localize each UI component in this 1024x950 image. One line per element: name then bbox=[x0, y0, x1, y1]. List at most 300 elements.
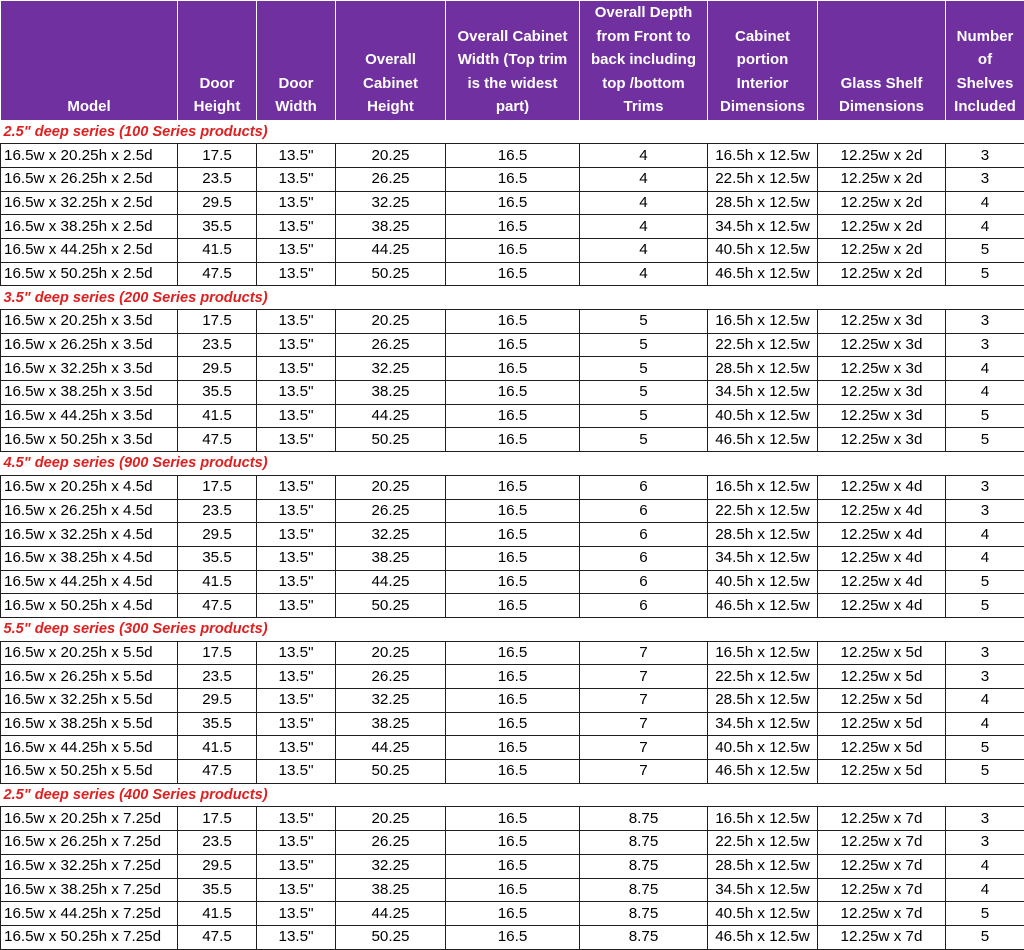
cell-overall-depth: 4 bbox=[580, 262, 708, 286]
cell-interior-dimensions: 28.5h x 12.5w bbox=[708, 357, 818, 381]
cell-interior-dimensions: 22.5h x 12.5w bbox=[708, 167, 818, 191]
cell-door-height: 17.5 bbox=[178, 310, 257, 334]
cell-overall-cabinet-width: 16.5 bbox=[446, 760, 580, 784]
cell-overall-cabinet-height: 44.25 bbox=[336, 736, 446, 760]
cell-door-height: 35.5 bbox=[178, 381, 257, 405]
cell-number-of-shelves: 4 bbox=[946, 381, 1024, 405]
cell-model: 16.5w x 50.25h x 3.5d bbox=[1, 428, 178, 452]
cell-overall-cabinet-width: 16.5 bbox=[446, 215, 580, 239]
header-row bbox=[1, 1, 1024, 121]
cell-overall-depth: 5 bbox=[580, 357, 708, 381]
cell-interior-dimensions: 46.5h x 12.5w bbox=[708, 262, 818, 286]
cell-model: 16.5w x 38.25h x 4.5d bbox=[1, 546, 178, 570]
cell-glass-shelf-dimensions: 12.25w x 4d bbox=[818, 475, 946, 499]
cell-door-height: 23.5 bbox=[178, 665, 257, 689]
cell-overall-cabinet-width: 16.5 bbox=[446, 144, 580, 168]
cell-door-height: 29.5 bbox=[178, 357, 257, 381]
cell-overall-cabinet-width: 16.5 bbox=[446, 689, 580, 713]
column-header-line: Shelves bbox=[956, 74, 1014, 92]
cell-glass-shelf-dimensions: 12.25w x 5d bbox=[818, 712, 946, 736]
table-row bbox=[1, 404, 1024, 428]
cell-number-of-shelves: 5 bbox=[946, 902, 1024, 926]
cell-number-of-shelves: 5 bbox=[946, 238, 1024, 262]
cell-overall-depth: 8.75 bbox=[580, 807, 708, 831]
cell-number-of-shelves: 5 bbox=[946, 925, 1024, 949]
cell-door-width: 13.5" bbox=[257, 167, 336, 191]
cell-model: 16.5w x 20.25h x 3.5d bbox=[1, 310, 178, 334]
cell-overall-cabinet-width: 16.5 bbox=[446, 925, 580, 949]
cell-number-of-shelves: 5 bbox=[946, 760, 1024, 784]
cell-glass-shelf-dimensions: 12.25w x 2d bbox=[818, 167, 946, 191]
table-row bbox=[1, 262, 1024, 286]
cell-number-of-shelves: 3 bbox=[946, 807, 1024, 831]
cell-door-height: 17.5 bbox=[178, 475, 257, 499]
cell-overall-depth: 4 bbox=[580, 191, 708, 215]
column-header-line: is the widest bbox=[467, 74, 558, 92]
table-row bbox=[1, 925, 1024, 949]
column-header-model bbox=[1, 1, 178, 121]
section-row bbox=[1, 120, 1024, 144]
column-header-line: portion bbox=[736, 51, 789, 68]
cell-overall-cabinet-width: 16.5 bbox=[446, 310, 580, 334]
cell-door-width: 13.5" bbox=[257, 925, 336, 949]
cell-model: 16.5w x 38.25h x 5.5d bbox=[1, 712, 178, 736]
section-row bbox=[1, 286, 1024, 310]
section-title: 5.5" deep series (300 Series products) bbox=[1, 617, 1024, 641]
cell-model: 16.5w x 32.25h x 3.5d bbox=[1, 357, 178, 381]
cell-door-height: 23.5 bbox=[178, 167, 257, 191]
cell-model: 16.5w x 32.25h x 7.25d bbox=[1, 854, 178, 878]
column-header-line: Width bbox=[275, 98, 317, 115]
cell-door-width: 13.5" bbox=[257, 760, 336, 784]
cell-number-of-shelves: 4 bbox=[946, 712, 1024, 736]
cell-glass-shelf-dimensions: 12.25w x 3d bbox=[818, 357, 946, 381]
cell-door-width: 13.5" bbox=[257, 854, 336, 878]
column-header-line: Dimensions bbox=[838, 98, 925, 115]
cell-model: 16.5w x 50.25h x 4.5d bbox=[1, 594, 178, 618]
cell-model: 16.5w x 32.25h x 4.5d bbox=[1, 523, 178, 547]
cell-overall-cabinet-height: 20.25 bbox=[336, 310, 446, 334]
cell-overall-cabinet-width: 16.5 bbox=[446, 594, 580, 618]
cell-model: 16.5w x 26.25h x 4.5d bbox=[1, 499, 178, 523]
column-header-line: Cabinet bbox=[734, 27, 790, 45]
cell-overall-cabinet-height: 50.25 bbox=[336, 760, 446, 784]
cell-model: 16.5w x 50.25h x 7.25d bbox=[1, 925, 178, 949]
table-row bbox=[1, 381, 1024, 405]
cell-door-height: 35.5 bbox=[178, 712, 257, 736]
cell-overall-depth: 4 bbox=[580, 144, 708, 168]
table-row bbox=[1, 475, 1024, 499]
table-row bbox=[1, 333, 1024, 357]
cell-overall-depth: 6 bbox=[580, 523, 708, 547]
column-header-line: part) bbox=[495, 98, 530, 115]
cell-overall-cabinet-height: 20.25 bbox=[336, 641, 446, 665]
cell-door-width: 13.5" bbox=[257, 902, 336, 926]
cell-overall-cabinet-height: 32.25 bbox=[336, 191, 446, 215]
cell-overall-depth: 7 bbox=[580, 641, 708, 665]
cell-overall-cabinet-height: 44.25 bbox=[336, 570, 446, 594]
cell-door-width: 13.5" bbox=[257, 831, 336, 855]
cell-overall-cabinet-height: 32.25 bbox=[336, 854, 446, 878]
table-row bbox=[1, 144, 1024, 168]
cell-model: 16.5w x 44.25h x 7.25d bbox=[1, 902, 178, 926]
cell-door-height: 47.5 bbox=[178, 428, 257, 452]
cell-model: 16.5w x 50.25h x 5.5d bbox=[1, 760, 178, 784]
cell-model: 16.5w x 44.25h x 2.5d bbox=[1, 238, 178, 262]
cell-number-of-shelves: 4 bbox=[946, 215, 1024, 239]
cell-glass-shelf-dimensions: 12.25w x 4d bbox=[818, 594, 946, 618]
cell-number-of-shelves: 3 bbox=[946, 665, 1024, 689]
cell-model: 16.5w x 32.25h x 5.5d bbox=[1, 689, 178, 713]
cell-glass-shelf-dimensions: 12.25w x 7d bbox=[818, 831, 946, 855]
section-title: 2.5" deep series (100 Series products) bbox=[1, 120, 1024, 144]
cell-glass-shelf-dimensions: 12.25w x 7d bbox=[818, 925, 946, 949]
cell-door-height: 23.5 bbox=[178, 831, 257, 855]
table-row bbox=[1, 807, 1024, 831]
cell-glass-shelf-dimensions: 12.25w x 2d bbox=[818, 215, 946, 239]
cell-glass-shelf-dimensions: 12.25w x 4d bbox=[818, 499, 946, 523]
cell-overall-depth: 8.75 bbox=[580, 925, 708, 949]
column-header-overall-cabinet-width bbox=[446, 1, 580, 121]
cell-door-width: 13.5" bbox=[257, 594, 336, 618]
cell-overall-cabinet-height: 32.25 bbox=[336, 357, 446, 381]
cell-glass-shelf-dimensions: 12.25w x 7d bbox=[818, 854, 946, 878]
table-row bbox=[1, 523, 1024, 547]
cell-overall-cabinet-height: 32.25 bbox=[336, 523, 446, 547]
column-header-door-width bbox=[257, 1, 336, 121]
table-row bbox=[1, 831, 1024, 855]
cell-door-width: 13.5" bbox=[257, 807, 336, 831]
cell-number-of-shelves: 3 bbox=[946, 831, 1024, 855]
cell-interior-dimensions: 28.5h x 12.5w bbox=[708, 191, 818, 215]
cell-glass-shelf-dimensions: 12.25w x 5d bbox=[818, 641, 946, 665]
section-title: 4.5" deep series (900 Series products) bbox=[1, 452, 1024, 476]
cell-glass-shelf-dimensions: 12.25w x 3d bbox=[818, 428, 946, 452]
column-header-line: Model bbox=[67, 98, 111, 115]
cell-glass-shelf-dimensions: 12.25w x 7d bbox=[818, 878, 946, 902]
column-header-line: Trims bbox=[623, 98, 664, 115]
cell-interior-dimensions: 34.5h x 12.5w bbox=[708, 381, 818, 405]
table-row bbox=[1, 428, 1024, 452]
cell-door-height: 35.5 bbox=[178, 215, 257, 239]
column-header-line: of bbox=[977, 51, 993, 68]
cell-number-of-shelves: 5 bbox=[946, 736, 1024, 760]
cell-overall-cabinet-width: 16.5 bbox=[446, 665, 580, 689]
cell-overall-cabinet-height: 26.25 bbox=[336, 499, 446, 523]
cell-number-of-shelves: 4 bbox=[946, 357, 1024, 381]
column-header-line: Height bbox=[193, 98, 241, 115]
cell-door-width: 13.5" bbox=[257, 546, 336, 570]
cell-overall-depth: 7 bbox=[580, 665, 708, 689]
cell-overall-cabinet-height: 38.25 bbox=[336, 381, 446, 405]
table-row bbox=[1, 689, 1024, 713]
cell-glass-shelf-dimensions: 12.25w x 4d bbox=[818, 523, 946, 547]
cell-overall-cabinet-width: 16.5 bbox=[446, 428, 580, 452]
cell-overall-depth: 6 bbox=[580, 594, 708, 618]
cell-interior-dimensions: 46.5h x 12.5w bbox=[708, 428, 818, 452]
cell-glass-shelf-dimensions: 12.25w x 5d bbox=[818, 760, 946, 784]
table-row bbox=[1, 570, 1024, 594]
cell-model: 16.5w x 26.25h x 3.5d bbox=[1, 333, 178, 357]
cell-door-width: 13.5" bbox=[257, 215, 336, 239]
cell-overall-cabinet-width: 16.5 bbox=[446, 404, 580, 428]
cell-door-width: 13.5" bbox=[257, 310, 336, 334]
cell-door-width: 13.5" bbox=[257, 878, 336, 902]
cell-door-width: 13.5" bbox=[257, 641, 336, 665]
cell-overall-depth: 6 bbox=[580, 570, 708, 594]
column-header-line: Overall Cabinet bbox=[457, 27, 568, 45]
section-row bbox=[1, 452, 1024, 476]
cell-overall-depth: 4 bbox=[580, 238, 708, 262]
cell-overall-depth: 5 bbox=[580, 333, 708, 357]
cell-overall-depth: 5 bbox=[580, 404, 708, 428]
cell-door-width: 13.5" bbox=[257, 144, 336, 168]
cell-overall-cabinet-width: 16.5 bbox=[446, 854, 580, 878]
cell-door-height: 47.5 bbox=[178, 925, 257, 949]
column-header-line: back including bbox=[590, 51, 696, 68]
cell-number-of-shelves: 3 bbox=[946, 167, 1024, 191]
cell-interior-dimensions: 22.5h x 12.5w bbox=[708, 831, 818, 855]
cell-door-height: 41.5 bbox=[178, 404, 257, 428]
table-row bbox=[1, 641, 1024, 665]
cell-door-height: 17.5 bbox=[178, 807, 257, 831]
cell-model: 16.5w x 44.25h x 4.5d bbox=[1, 570, 178, 594]
cell-overall-cabinet-height: 38.25 bbox=[336, 546, 446, 570]
cell-overall-depth: 8.75 bbox=[580, 831, 708, 855]
cell-interior-dimensions: 16.5h x 12.5w bbox=[708, 310, 818, 334]
cell-door-width: 13.5" bbox=[257, 381, 336, 405]
column-header-line: Height bbox=[367, 98, 414, 115]
cell-glass-shelf-dimensions: 12.25w x 5d bbox=[818, 665, 946, 689]
cell-interior-dimensions: 22.5h x 12.5w bbox=[708, 333, 818, 357]
table-row bbox=[1, 191, 1024, 215]
cell-door-height: 47.5 bbox=[178, 760, 257, 784]
cell-glass-shelf-dimensions: 12.25w x 3d bbox=[818, 333, 946, 357]
cell-glass-shelf-dimensions: 12.25w x 3d bbox=[818, 404, 946, 428]
table-row bbox=[1, 310, 1024, 334]
cell-overall-depth: 5 bbox=[580, 381, 708, 405]
cell-overall-depth: 7 bbox=[580, 760, 708, 784]
cell-door-height: 29.5 bbox=[178, 191, 257, 215]
cell-glass-shelf-dimensions: 12.25w x 7d bbox=[818, 807, 946, 831]
cell-door-height: 47.5 bbox=[178, 594, 257, 618]
cell-overall-cabinet-height: 26.25 bbox=[336, 665, 446, 689]
cell-overall-cabinet-width: 16.5 bbox=[446, 570, 580, 594]
cell-overall-cabinet-width: 16.5 bbox=[446, 736, 580, 760]
table-row bbox=[1, 712, 1024, 736]
cell-overall-cabinet-height: 50.25 bbox=[336, 428, 446, 452]
cell-overall-cabinet-width: 16.5 bbox=[446, 357, 580, 381]
cell-interior-dimensions: 34.5h x 12.5w bbox=[708, 546, 818, 570]
cell-overall-cabinet-height: 50.25 bbox=[336, 262, 446, 286]
cell-number-of-shelves: 5 bbox=[946, 570, 1024, 594]
cell-glass-shelf-dimensions: 12.25w x 2d bbox=[818, 144, 946, 168]
cell-overall-cabinet-width: 16.5 bbox=[446, 333, 580, 357]
cell-door-width: 13.5" bbox=[257, 689, 336, 713]
table-row bbox=[1, 238, 1024, 262]
cell-interior-dimensions: 34.5h x 12.5w bbox=[708, 878, 818, 902]
cell-overall-cabinet-width: 16.5 bbox=[446, 475, 580, 499]
cell-overall-cabinet-width: 16.5 bbox=[446, 238, 580, 262]
cell-overall-cabinet-height: 20.25 bbox=[336, 475, 446, 499]
cell-overall-depth: 6 bbox=[580, 475, 708, 499]
cell-number-of-shelves: 5 bbox=[946, 428, 1024, 452]
column-header-door-height bbox=[178, 1, 257, 121]
cell-glass-shelf-dimensions: 12.25w x 5d bbox=[818, 689, 946, 713]
cell-door-height: 41.5 bbox=[178, 736, 257, 760]
cell-model: 16.5w x 20.25h x 4.5d bbox=[1, 475, 178, 499]
column-header-line: Cabinet bbox=[362, 74, 418, 92]
cell-door-height: 41.5 bbox=[178, 238, 257, 262]
table-row bbox=[1, 760, 1024, 784]
cell-overall-cabinet-height: 32.25 bbox=[336, 689, 446, 713]
cell-model: 16.5w x 20.25h x 2.5d bbox=[1, 144, 178, 168]
column-header-line: Overall Depth bbox=[594, 4, 693, 21]
column-header-line: Interior bbox=[736, 74, 789, 92]
cell-model: 16.5w x 38.25h x 3.5d bbox=[1, 381, 178, 405]
column-header-line: Door bbox=[199, 74, 235, 92]
cell-glass-shelf-dimensions: 12.25w x 3d bbox=[818, 381, 946, 405]
cell-overall-depth: 5 bbox=[580, 428, 708, 452]
table-header bbox=[1, 1, 1024, 121]
table-row bbox=[1, 167, 1024, 191]
cell-interior-dimensions: 28.5h x 12.5w bbox=[708, 854, 818, 878]
cell-overall-cabinet-width: 16.5 bbox=[446, 831, 580, 855]
cell-door-height: 47.5 bbox=[178, 262, 257, 286]
cell-interior-dimensions: 34.5h x 12.5w bbox=[708, 712, 818, 736]
cell-overall-depth: 6 bbox=[580, 546, 708, 570]
cell-door-width: 13.5" bbox=[257, 570, 336, 594]
cell-model: 16.5w x 26.25h x 2.5d bbox=[1, 167, 178, 191]
cell-glass-shelf-dimensions: 12.25w x 2d bbox=[818, 191, 946, 215]
cell-model: 16.5w x 44.25h x 5.5d bbox=[1, 736, 178, 760]
cell-overall-cabinet-height: 50.25 bbox=[336, 925, 446, 949]
cell-overall-cabinet-height: 44.25 bbox=[336, 404, 446, 428]
cell-interior-dimensions: 40.5h x 12.5w bbox=[708, 404, 818, 428]
cell-glass-shelf-dimensions: 12.25w x 2d bbox=[818, 262, 946, 286]
cell-number-of-shelves: 5 bbox=[946, 262, 1024, 286]
cell-overall-cabinet-height: 38.25 bbox=[336, 878, 446, 902]
section-title: 2.5" deep series (400 Series products) bbox=[1, 783, 1024, 807]
cell-door-height: 23.5 bbox=[178, 499, 257, 523]
cell-door-height: 29.5 bbox=[178, 854, 257, 878]
cell-door-height: 35.5 bbox=[178, 878, 257, 902]
cell-glass-shelf-dimensions: 12.25w x 2d bbox=[818, 238, 946, 262]
cell-model: 16.5w x 32.25h x 2.5d bbox=[1, 191, 178, 215]
cell-model: 16.5w x 26.25h x 5.5d bbox=[1, 665, 178, 689]
column-header-line: Included bbox=[954, 98, 1016, 115]
section-row bbox=[1, 783, 1024, 807]
cell-overall-depth: 8.75 bbox=[580, 902, 708, 926]
table-row bbox=[1, 854, 1024, 878]
cell-overall-depth: 4 bbox=[580, 167, 708, 191]
cell-interior-dimensions: 28.5h x 12.5w bbox=[708, 523, 818, 547]
cell-interior-dimensions: 34.5h x 12.5w bbox=[708, 215, 818, 239]
cell-interior-dimensions: 22.5h x 12.5w bbox=[708, 499, 818, 523]
cell-door-height: 29.5 bbox=[178, 523, 257, 547]
cell-number-of-shelves: 4 bbox=[946, 523, 1024, 547]
cell-overall-cabinet-width: 16.5 bbox=[446, 262, 580, 286]
column-header-glass-shelf-dimensions bbox=[818, 1, 946, 121]
cell-model: 16.5w x 38.25h x 7.25d bbox=[1, 878, 178, 902]
cell-overall-cabinet-height: 44.25 bbox=[336, 238, 446, 262]
column-header-line: Glass Shelf bbox=[840, 74, 923, 92]
cell-door-width: 13.5" bbox=[257, 499, 336, 523]
cell-overall-cabinet-width: 16.5 bbox=[446, 807, 580, 831]
cell-overall-cabinet-height: 20.25 bbox=[336, 807, 446, 831]
cell-overall-cabinet-width: 16.5 bbox=[446, 641, 580, 665]
cell-interior-dimensions: 40.5h x 12.5w bbox=[708, 902, 818, 926]
cell-overall-cabinet-height: 20.25 bbox=[336, 144, 446, 168]
cell-door-width: 13.5" bbox=[257, 404, 336, 428]
cell-overall-cabinet-height: 26.25 bbox=[336, 831, 446, 855]
cell-interior-dimensions: 22.5h x 12.5w bbox=[708, 665, 818, 689]
cell-overall-cabinet-height: 50.25 bbox=[336, 594, 446, 618]
cell-door-width: 13.5" bbox=[257, 523, 336, 547]
cell-interior-dimensions: 28.5h x 12.5w bbox=[708, 689, 818, 713]
table-row bbox=[1, 215, 1024, 239]
cell-interior-dimensions: 46.5h x 12.5w bbox=[708, 760, 818, 784]
cell-number-of-shelves: 5 bbox=[946, 594, 1024, 618]
cell-overall-cabinet-width: 16.5 bbox=[446, 712, 580, 736]
cell-interior-dimensions: 46.5h x 12.5w bbox=[708, 925, 818, 949]
cell-door-width: 13.5" bbox=[257, 665, 336, 689]
cell-glass-shelf-dimensions: 12.25w x 5d bbox=[818, 736, 946, 760]
cell-number-of-shelves: 4 bbox=[946, 546, 1024, 570]
cell-overall-cabinet-width: 16.5 bbox=[446, 546, 580, 570]
section-row bbox=[1, 617, 1024, 641]
cell-number-of-shelves: 3 bbox=[946, 144, 1024, 168]
cell-glass-shelf-dimensions: 12.25w x 4d bbox=[818, 546, 946, 570]
column-header-line: Door bbox=[278, 74, 314, 92]
table-row bbox=[1, 878, 1024, 902]
cell-overall-cabinet-width: 16.5 bbox=[446, 167, 580, 191]
cell-overall-cabinet-width: 16.5 bbox=[446, 191, 580, 215]
column-header-line: from Front to bbox=[596, 27, 691, 45]
column-header-line: Width (Top trim bbox=[457, 51, 568, 68]
table-row bbox=[1, 665, 1024, 689]
cell-number-of-shelves: 4 bbox=[946, 878, 1024, 902]
table-body bbox=[1, 120, 1024, 949]
cell-overall-cabinet-width: 16.5 bbox=[446, 499, 580, 523]
cell-overall-depth: 8.75 bbox=[580, 854, 708, 878]
cell-door-height: 17.5 bbox=[178, 641, 257, 665]
cell-glass-shelf-dimensions: 12.25w x 7d bbox=[818, 902, 946, 926]
cell-overall-cabinet-height: 44.25 bbox=[336, 902, 446, 926]
cell-overall-depth: 6 bbox=[580, 499, 708, 523]
column-header-interior-dimensions bbox=[708, 1, 818, 121]
cell-model: 16.5w x 26.25h x 7.25d bbox=[1, 831, 178, 855]
table-row bbox=[1, 546, 1024, 570]
cell-model: 16.5w x 38.25h x 2.5d bbox=[1, 215, 178, 239]
cell-door-width: 13.5" bbox=[257, 736, 336, 760]
cell-interior-dimensions: 40.5h x 12.5w bbox=[708, 238, 818, 262]
column-header-overall-depth bbox=[580, 1, 708, 121]
cell-interior-dimensions: 16.5h x 12.5w bbox=[708, 144, 818, 168]
cell-number-of-shelves: 3 bbox=[946, 641, 1024, 665]
column-header-overall-cabinet-height bbox=[336, 1, 446, 121]
cell-number-of-shelves: 3 bbox=[946, 475, 1024, 499]
cell-door-height: 35.5 bbox=[178, 546, 257, 570]
cell-door-height: 23.5 bbox=[178, 333, 257, 357]
cell-interior-dimensions: 40.5h x 12.5w bbox=[708, 570, 818, 594]
table-row bbox=[1, 736, 1024, 760]
table-row bbox=[1, 499, 1024, 523]
cell-interior-dimensions: 40.5h x 12.5w bbox=[708, 736, 818, 760]
table-row bbox=[1, 902, 1024, 926]
cell-number-of-shelves: 3 bbox=[946, 310, 1024, 334]
cell-model: 16.5w x 20.25h x 7.25d bbox=[1, 807, 178, 831]
